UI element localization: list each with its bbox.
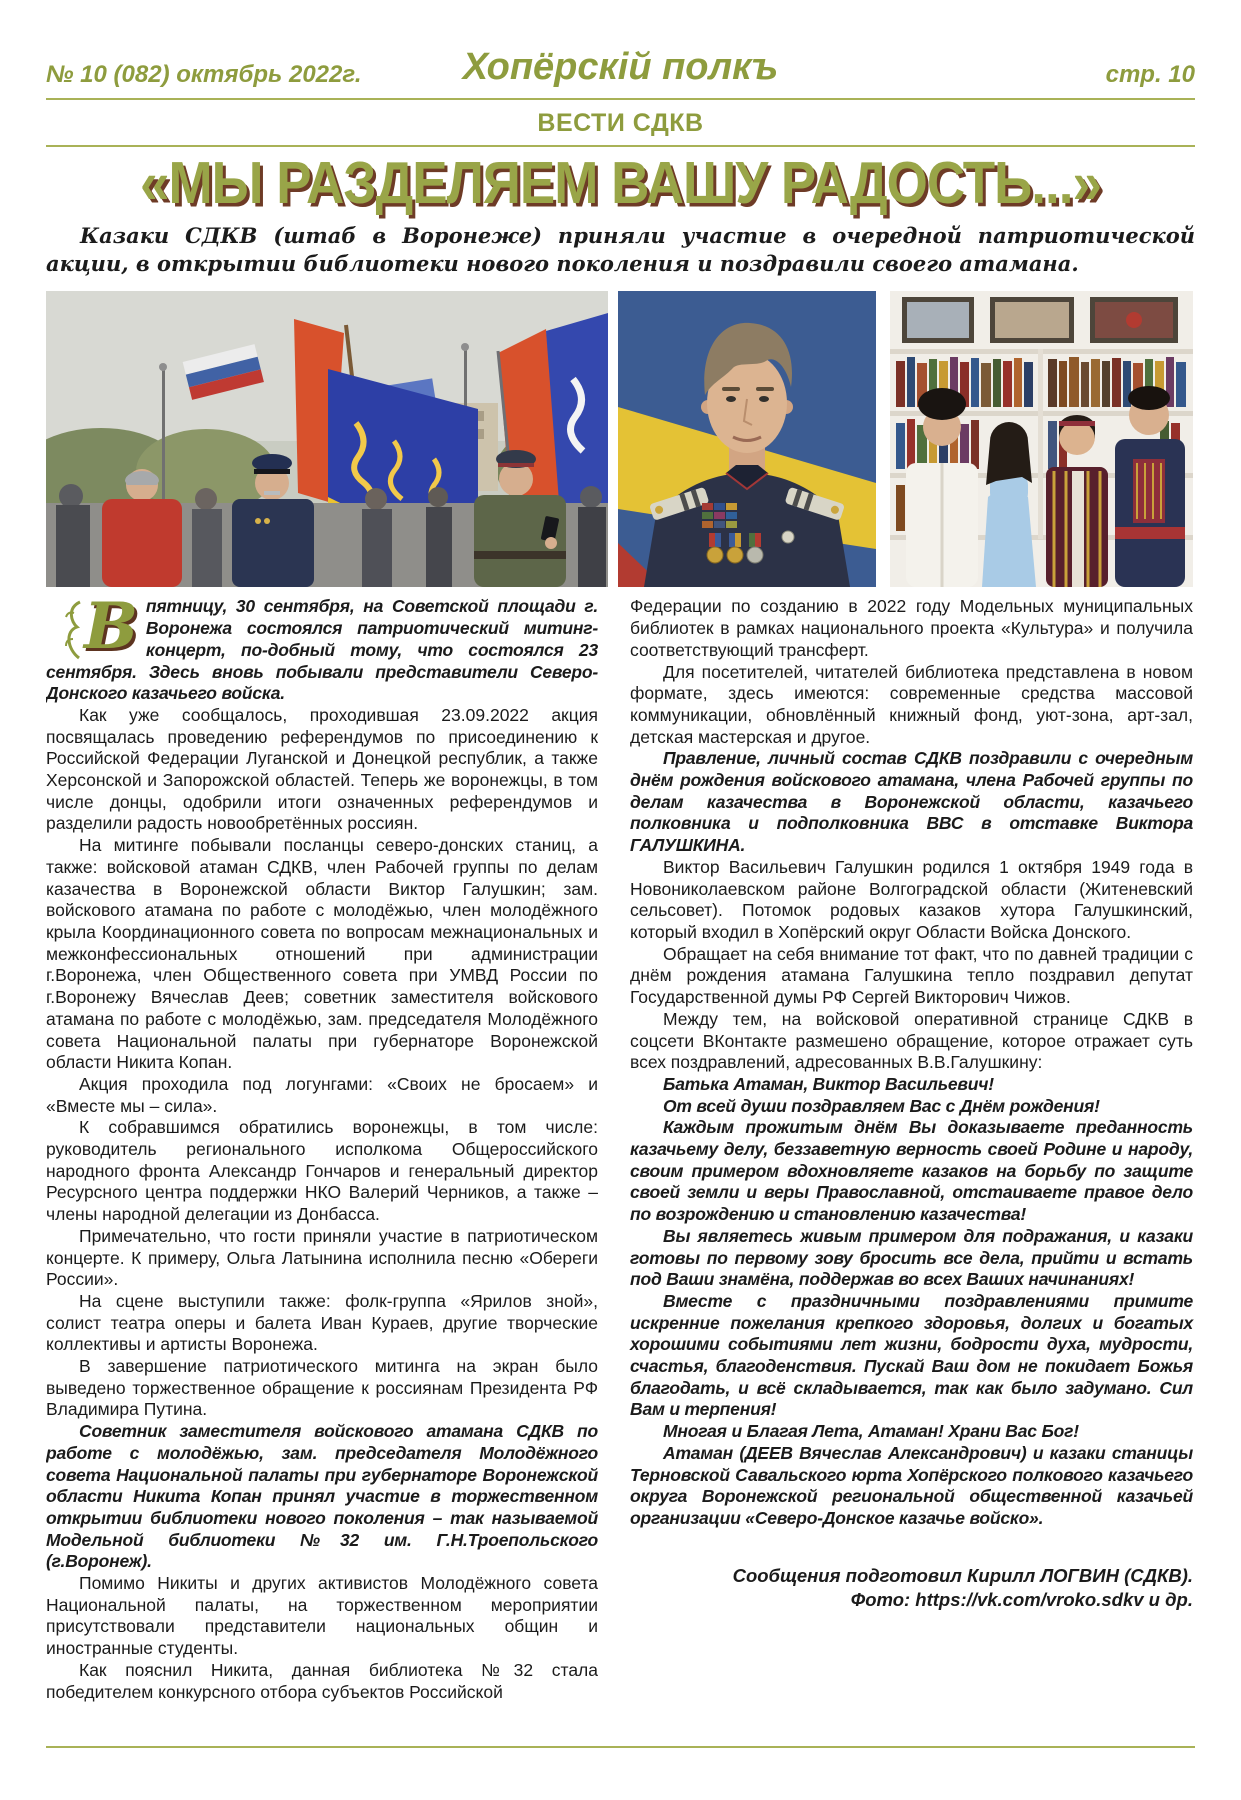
newspaper-page <box>0 46 1241 1710</box>
paragraph: Советник заместителя войскового атамана СДКВ по работе с молодёжью, зам. председателя Молодёжного совета Национальной палаты при губернаторе Воронежской области Никита Копан принял участие в торжественном открытии библиотеки нового поколения – так называемой Модельной библиотеки №32 им. Г.Н.Троепольского (г.Воронеж). <box>46 1421 598 1572</box>
right-column <box>630 596 1193 1710</box>
paragraph: На митинге побывали посланцы северо-донских станиц, а также: войсковой атаман СДКВ, член Рабочей группы по делам казачества в Воронежской области Виктор Галушкин; зам. войскового атамана по работе с молодёжью, член молодёжного крыла Координационного совета по вопросам межнациональных и межконфессиональных отношений при администрации г.Воронежа, член Общественного совета при УМВД России по г.Воронежу Вячеслав Деев; советник заместителя войскового атамана по работе с молодёжью, зам. председателя Молодёжного совета Национальной палаты при губернаторе Воронежской области Никита Копан. <box>46 835 598 1073</box>
article-headline <box>46 150 1195 217</box>
paragraph: Между тем, на войсковой оперативной странице СДКВ в соцсети ВКонтакте размешено обращение, которое отражает суть всех поздравлений, адресованных В.В.Галушкину: <box>630 1008 1193 1073</box>
library-photo <box>890 291 1193 587</box>
bottom-rule <box>46 1746 1195 1748</box>
credit-line: Фото: https://vk.com/vroko.sdkv и др. <box>850 1588 1193 1610</box>
paragraph: Федерации по созданию в 2022 году Модельных муниципальных библиотек в рамках национального проекта «Культура» и получила соответствующий трансферт. <box>630 596 1193 660</box>
paragraph: Батька Атаман, Виктор Васильевич! <box>663 1073 994 1094</box>
issue-number: № 10 (082) октябрь 2022г. <box>46 61 362 88</box>
paragraph: В завершение патриотического митинга на экран было выведено торжественное обращение к россиянам Президента РФ Владимира Путина. <box>46 1356 598 1420</box>
paragraph: Для посетителей, читателей библиотека представлена в новом формате, здесь имеются: современные средства массовой коммуникации, обновлённый книжный фонд, уют-зона, арт-зал, детская мастерская и другое. <box>630 661 1193 747</box>
paragraph: Многая и Благая Лета, Атаман! Храни Вас Бог! <box>663 1421 1079 1442</box>
masthead-rule <box>46 98 1195 100</box>
article-body <box>46 596 1195 1710</box>
left-column <box>46 596 598 1710</box>
paragraph: Вы являетесь живым примером для подражания, и казаки готовы по первому зову бросить все дела, прийти и встать под Ваши знамёна, поддержав во всех Ваших начинаниях! <box>630 1225 1193 1290</box>
paragraph: К собравшимся обратились воронежцы, в том числе: руководитель регионального исполкома Общероссийского народного фронта Александр Гончаров и генеральный директор Ресурсного центра поддержки НКО Валерий Черников, а также – члены народной делегации из Донбасса. <box>46 1117 598 1225</box>
masthead <box>46 46 1195 89</box>
page-number: стр. 10 <box>1105 61 1195 88</box>
paragraph: Акция проходила под логунгами: «Своих не бросаем» и «Вместе мы – сила». <box>46 1073 598 1116</box>
ataman-portrait-photo <box>618 291 876 587</box>
paragraph: Вместе с праздничными поздравлениями примите искренние пожелания крепкого здоровья, долгих и богатых хорошими событиями лет жизни, бодрости духа, мудрости, счастья, благоденствия. Пускай Ваш дом не покидает Божья благодать, и всё складывается, так как было задумано. Сил Вам и терпения! <box>630 1290 1193 1420</box>
paragraph: Атаман (ДЕЕВ Вячеслав Александрович) и казаки станицы Терновской Савальского юрта Хопёрского полкового казачьего округа Воронежской региональной общественной казачьей организации «Северо-Донское казачье войско». <box>630 1442 1193 1528</box>
paragraph: Примечательно, что гости приняли участие в патриотическом концерте. К примеру, Ольга Латынина исполнила песню «Обереги России». <box>46 1225 598 1290</box>
girl-blue-dress <box>982 422 1036 587</box>
newspaper-title: Хопёрскій полкъ <box>462 46 779 88</box>
paragraph: Каждым прожитым днём Вы доказываете преданность казачьему делу, беззаветную верность своей Родине и народу, своим примером вдохновляете казаков на борьбу по защите своей земли и веры Православной, отстаиваете правое дело по возрождению и становлению казачества! <box>630 1117 1193 1225</box>
paragraph: Как уже сообщалось, проходившая 23.09.2022 акция посвящалась проведению референдумов по присоединению к Российской Федерации Луганской и Донецкой республик, а также Херсонской и Запорожской областей. Теперь же воронежцы, в том числе донцы, одобрили итоги означенных референдумов и разделили радость новообретённых россиян. <box>46 704 598 834</box>
paragraph: От всей души поздравляем Вас с Днём рождения! <box>663 1095 1100 1116</box>
credit-line: Сообщения подготовил Кирилл ЛОГВИН (СДКВ). <box>732 1564 1193 1586</box>
section-kicker: ВЕСТИ СДКВ <box>537 109 704 137</box>
framed-pictures <box>902 297 1178 343</box>
opening-paragraph <box>46 596 598 705</box>
dropcap-letter: В <box>84 596 138 665</box>
paragraph: Помимо Никиты и других активистов Молодёжного совета Национальной палаты, на торжественном мероприятии присутствовали представители национальных общин и иностранные студенты. <box>46 1573 598 1659</box>
paragraph: Обращает на себя внимание тот факт, что по давней традиции с днём рождения атамана Галушкина тепло поздравил депутат Государственной думы РФ Сергей Викторович Чижов. <box>630 943 1193 1008</box>
opening-paragraph-text: пятницу, 30 сентября, на Советской площади г. Воронежа состоялся патриотический митинг-концерт, по-добный тому, что состоялся 23 сентября. Здесь вновь побывали представители Северо-Донского казачьего войска. <box>46 596 598 704</box>
kicker-rule <box>46 145 1195 147</box>
paragraph: Правление, личный состав СДКВ поздравили с очередным днём рождения войскового атамана, члена Рабочей группы по делам казачества в Воронежской области, казачьего полковника и подполковника ВВС в отставке Виктора ГАЛУШКИНА. <box>630 748 1193 856</box>
paragraph: Как пояснил Никита, данная библиотека №32 стала победителем конкурсного отбора субъектов Российской <box>46 1659 598 1702</box>
paragraph: На сцене выступили также: фолк-группа «Ярилов зной», солист театра оперы и балета Иван Кураев, другие творческие коллективы и артисты Воронежа. <box>46 1290 598 1355</box>
photo-strip <box>46 291 1195 587</box>
lede-paragraph: Казаки СДКВ (штаб в Воронеже) приняли участие в очередной патриотической акции, в открытии библиотеки нового поколения и поздравили своего атамана. <box>46 223 1195 276</box>
ribbon-bars <box>702 503 737 528</box>
rally-photo <box>46 291 608 587</box>
headline-text: «МЫ РАЗДЕЛЯЕМ ВАШУ РАДОСТЬ...» <box>140 150 1101 217</box>
paragraph: Виктор Васильевич Галушкин родился 1 октября 1949 года в Новониколаевском районе Волгоградской области (Житеневский сельсовет). Потомок родовых казаков хутора Галушкинский, который входил в Хопёрский округ Области Войска Донского. <box>630 856 1193 942</box>
drop-cap <box>62 596 138 665</box>
dropcap-flourish-icon <box>62 599 84 661</box>
